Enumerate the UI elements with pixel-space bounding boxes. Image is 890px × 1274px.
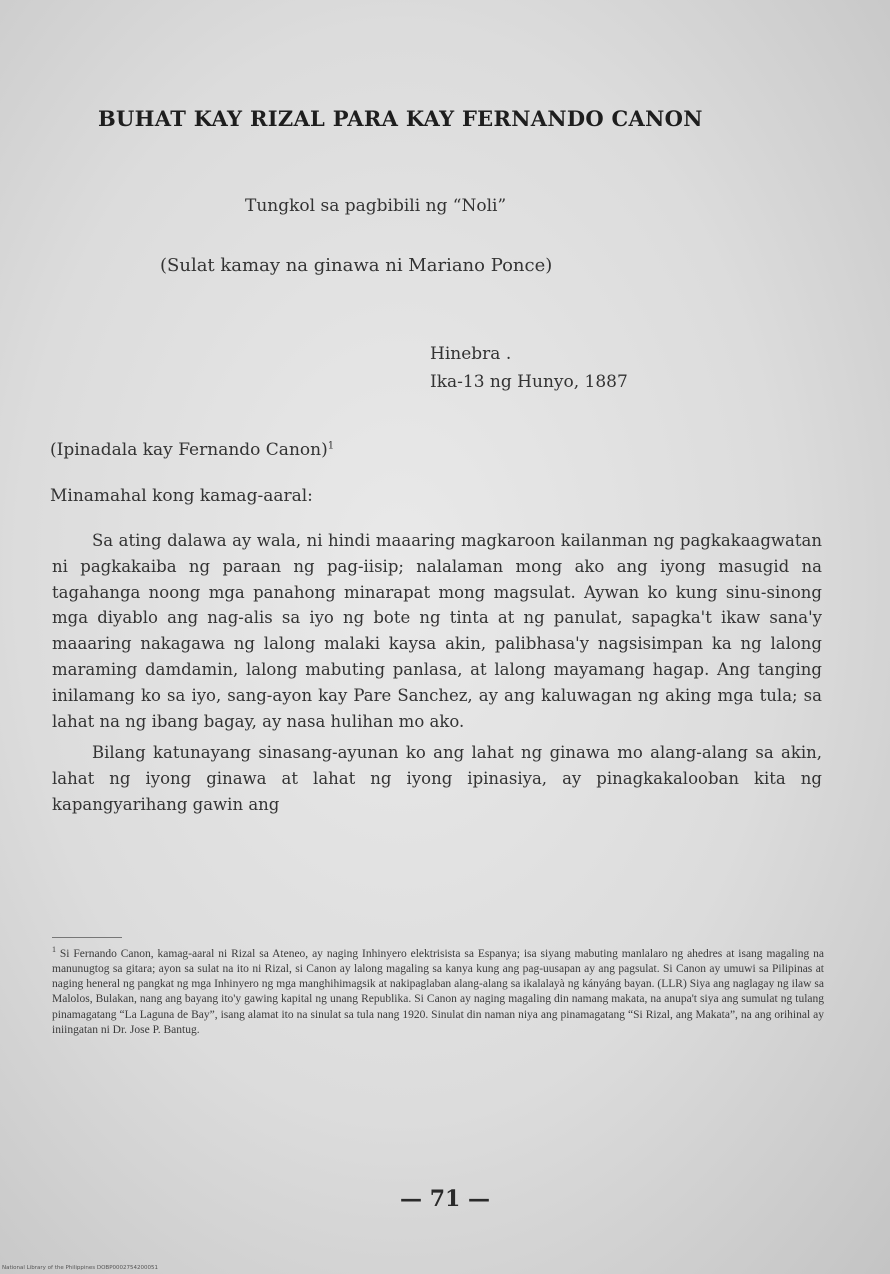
letter-body	[52, 528, 822, 818]
paragraph: Sa ating dalawa ay wala, ni hindi maaaring magkaroon kailanman ng pagkakaagwatan ni pagkakaiba ng paraan ng pag-iisip; nalalaman mong ako ang iyong masugid na tagahanga noong mga panahong minarapat mong magsulat. Aywan ko kung sinu-sinong mga diyablo ang nag-alis sa iyo ng bote ng tinta at ng panulat, sapagka't ikaw sana'y maaaring nakagawa ng lalong malaki kaysa akin, palibhasa'y nagsisimpan ka ng lalong maraming damdamin, lalong mabuting panlasa, at lalong mayamang hagap. Ang tanging inilamang ko sa iyo, sang-ayon kay Pare Sanchez, ay ang kaluwagan ng aking mga tula; sa lahat na ng ibang bagay, ay nasa hulihan mo ako.	[52, 531, 822, 731]
sent-to-line	[50, 440, 334, 460]
date: Ika-13 ng Hunyo, 1887	[430, 372, 628, 392]
footnote-marker: 1	[327, 440, 335, 452]
sent-to-text: (Ipinadala kay Fernando Canon)	[50, 440, 328, 460]
place: Hinebra .	[430, 344, 512, 364]
paragraph: Bilang katunayang sinasang-ayunan ko ang lahat ng ginawa mo alang-alang sa akin, lahat ng iyong ginawa at lahat ng iyong ipinasiya, ay pinagkakalooban kita ng kapangyarihang gawin ang	[52, 743, 822, 814]
page-title: BUHAT KAY RIZAL PARA KAY FERNANDO CANON	[98, 106, 703, 131]
footnote-divider	[52, 937, 122, 938]
subtitle: Tungkol sa pagbibili ng “Noli”	[245, 196, 507, 216]
salutation: Minamahal kong kamag-aaral:	[50, 486, 313, 506]
footnote-number: 1	[52, 945, 56, 954]
place-date-block	[430, 340, 628, 396]
scan-credit: National Library of the Philippines DOBP0002754200051	[2, 1265, 158, 1271]
page-number: — 71 —	[400, 1186, 490, 1212]
footnote	[52, 942, 824, 1038]
footnote-text: Si Fernando Canon, kamag-aaral ni Rizal sa Ateneo, ay naging Inhinyero elektrisista sa Espanya; isa siyang mabuting manlalaro ng ahedres at isang magaling na manunugtog sa gitara; ayon sa sulat na ito ni Rizal, si Canon ay lalong magaling sa kanya kung ang pag-uusapan ay ang pagsulat. Si Canon ay umuwi sa Pilipinas at naging heneral ng pangkat ng mga Inhinyero ng mga manghihimagsik at nakipaglaban alang-alang sa ikalalayà ng kányáng bayan. (LLR) Siya ang naglagay ng ilaw sa Malolos, Bulakan, nang ang bayang ito'y gawing kapital ng unang Republika. Si Canon ay naging magaling din namang makata, na anupa't siya ang sumulat ng tulang pinamagatang “La Laguna de Bay”, isang alamat ito na sinulat sa tula nang 1920. Sinulat din naman niya ang pinamagatang “Si Rizal, ang Makata”, na ang orihinal ay iniingatan ni Dr. Jose P. Bantug.	[52, 947, 824, 1036]
handwritten-note: (Sulat kamay na ginawa ni Mariano Ponce)	[160, 255, 553, 276]
